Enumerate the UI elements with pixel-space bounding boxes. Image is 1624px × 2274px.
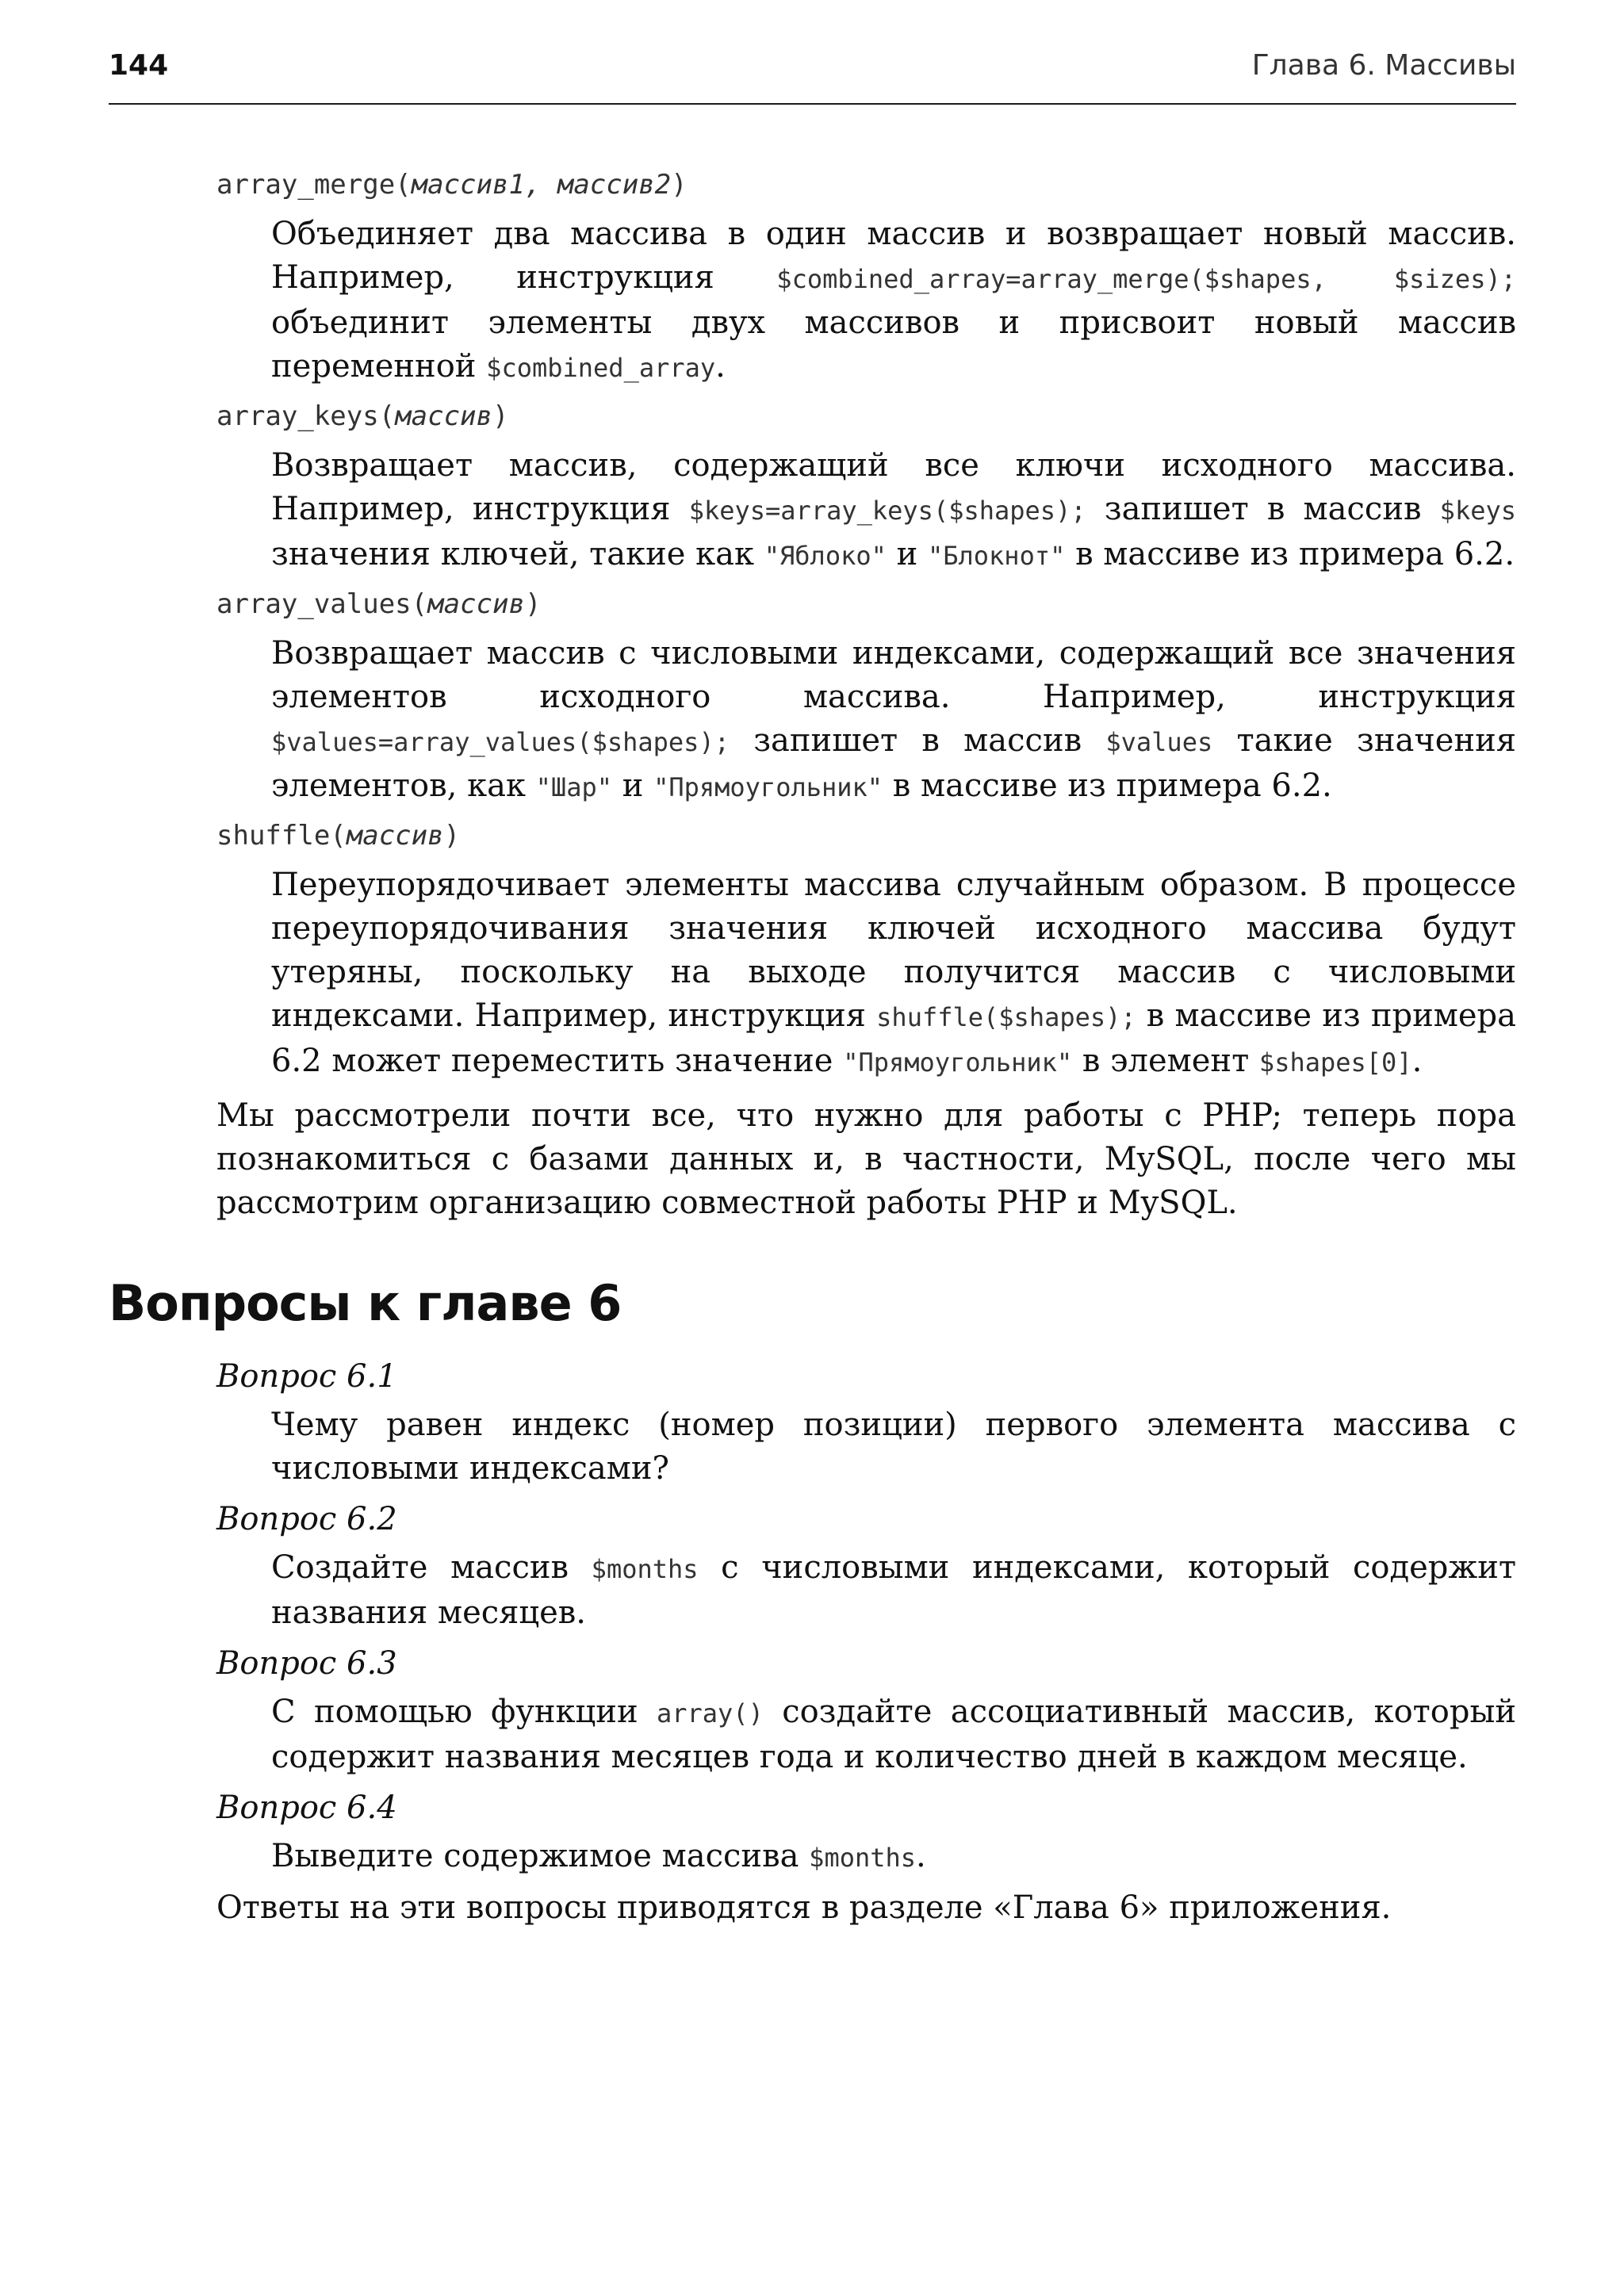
function-signature: array_merge(массив1, массив2) (216, 169, 688, 201)
function-description: Возвращает массив, содержащий все ключи исходного массива. Например, инструкция $keys=array_keys($shapes); запишет в массив $keys значения ключей, такие как "Яблоко" и "Блокнот" в массиве из примера 6.2. (271, 447, 1516, 572)
question-label: Вопрос 6.1 (216, 1358, 397, 1395)
question-text: Выведите содержимое массива $months. (271, 1838, 926, 1874)
page-number: 144 (109, 49, 169, 82)
summary-paragraph: Мы рассмотрели почти все, что нужно для работы с PHP; теперь пора познакомиться с базами данных и, в частности, MySQL, после чего мы рассмотрим организацию совместной работы PHP и MySQL. (216, 1097, 1516, 1221)
function-description: Переупорядочивает элементы массива случайным образом. В процессе переупорядочивания значения ключей исходного массива будут утеряны, поскольку на выходе получится массив с числовыми индексами. Например, инструкция shuffle($shapes); в массиве из примера 6.2 может переместить значение "Прямоугольник" в элемент $shapes[0]. (271, 867, 1517, 1079)
chapter-title: Глава 6. Массивы (1251, 49, 1516, 82)
question-label: Вопрос 6.4 (216, 1790, 397, 1826)
function-description: Возвращает массив с числовыми индексами, содержащий все значения элементов исходного массива. Например, инструкция $values=array_values($shapes); запишет в массив $values такие значения элементов, как "Шар" и "Прямоугольник" в массиве из примера 6.2. (271, 635, 1516, 804)
function-signature: array_keys(массив) (216, 400, 509, 432)
running-header (109, 40, 1516, 105)
question-label: Вопрос 6.3 (216, 1645, 397, 1682)
page-body (0, 159, 1624, 1930)
question-label: Вопрос 6.2 (216, 1501, 397, 1537)
question-text: Чему равен индекс (номер позиции) первого элемента массива с числовыми индексами? (271, 1407, 1516, 1487)
function-description: Объединяет два массива в один массив и возвращает новый массив. Например, инструкция $combined_array=array_merge($shapes, $sizes); объединит элементы двух массивов и присвоит новый массив переменной $combined_array. (271, 216, 1516, 385)
question-text: Создайте массив $months с числовыми индексами, который содержит названия месяцев. (271, 1549, 1516, 1631)
question-text: С помощью функции array() создайте ассоциативный массив, который содержит названия месяцев года и количество дней в каждом месяце. (271, 1694, 1516, 1775)
section-heading: Вопросы к главе 6 (109, 1274, 622, 1332)
function-signature: shuffle(массив) (216, 820, 461, 852)
answers-note: Ответы на эти вопросы приводятся в разделе «Глава 6» приложения. (216, 1889, 1392, 1926)
function-signature: array_values(массив) (216, 588, 542, 620)
